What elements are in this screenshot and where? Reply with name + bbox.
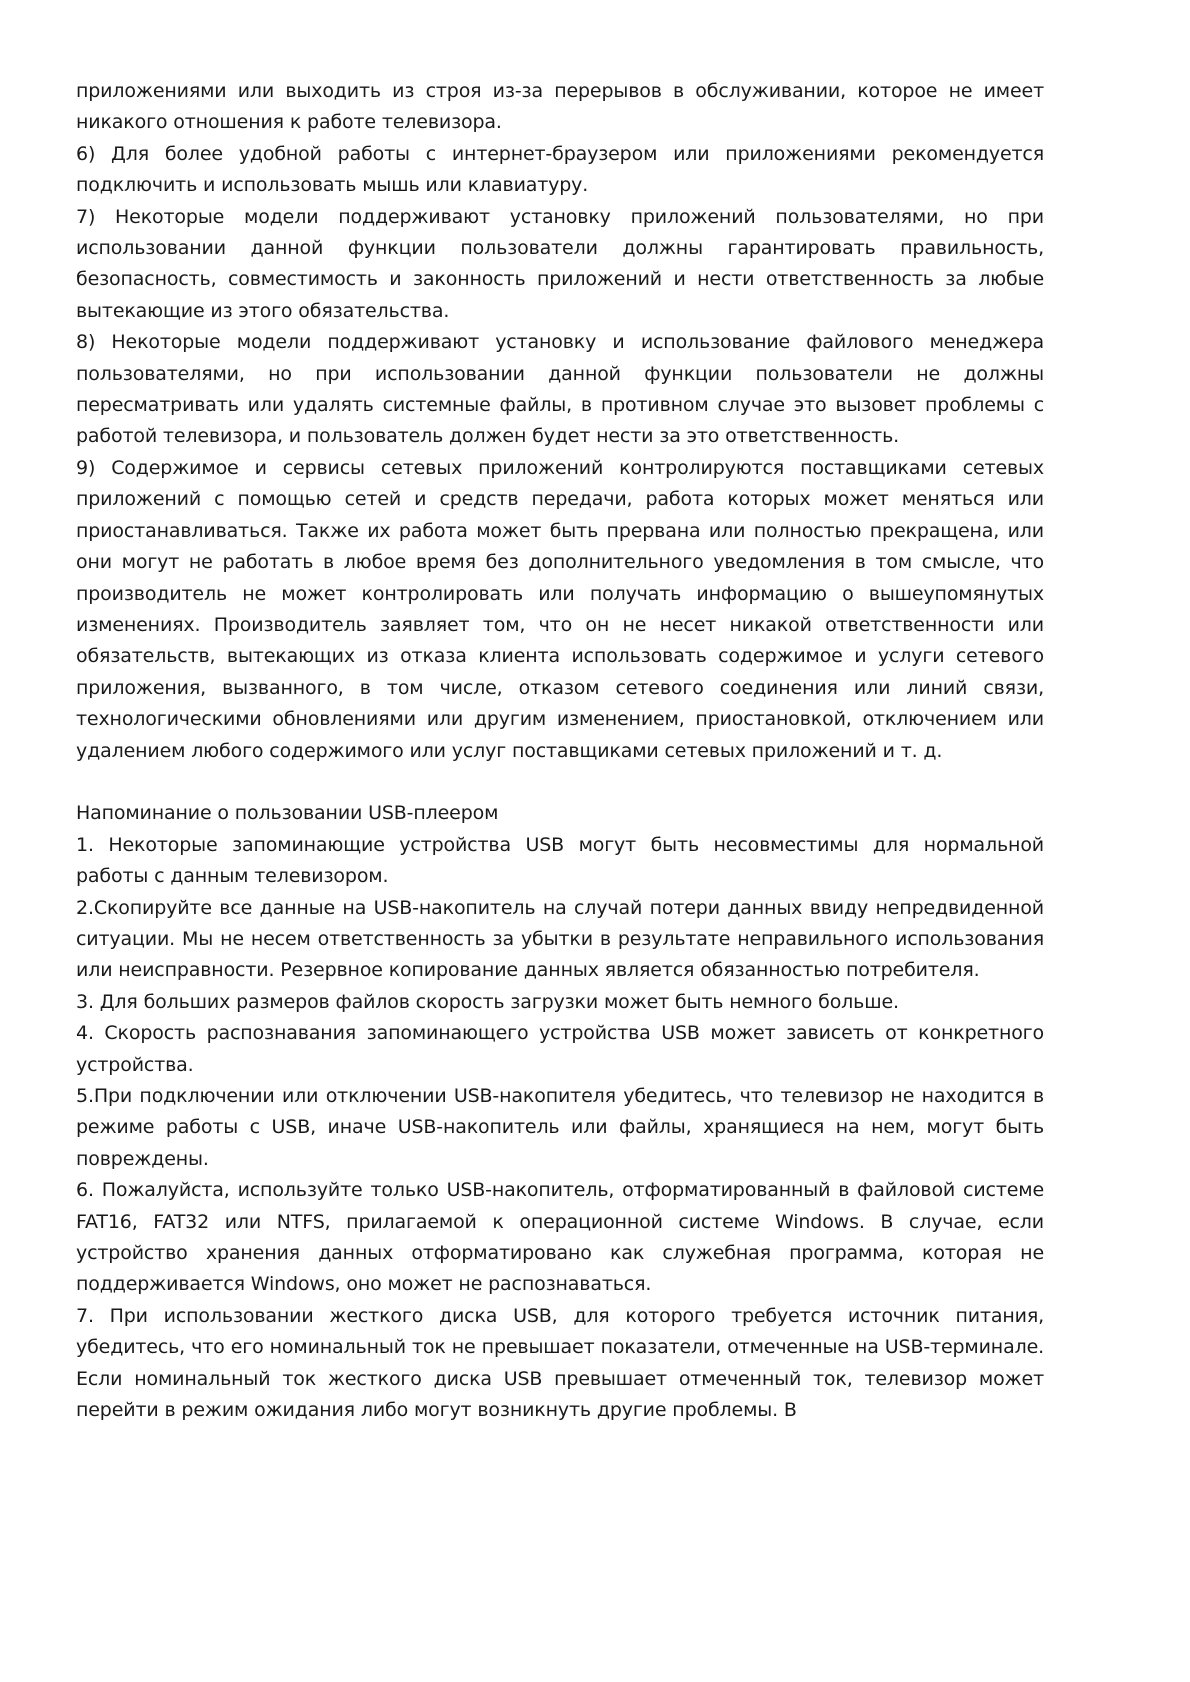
paragraph-continuation: приложениями или выходить из строя из-за перерывов в обслуживании, которое не имеет никакого отношения к работе телевизора.	[76, 80, 1044, 134]
usb-item-1: 1. Некоторые запоминающие устройства USB могут быть несовместимы для нормальной работы с данным телевизором.	[76, 833, 1044, 888]
document-body	[76, 76, 1044, 1426]
section-spacer	[76, 767, 1044, 798]
usb-item-5: 5.При подключении или отключении USB-накопителя убедитесь, что телевизор не находится в режиме работы с USB, иначе USB-накопитель или файлы, хранящиеся на нем, могут быть повреждены.	[76, 1084, 1044, 1170]
usb-item-3: 3. Для больших размеров файлов скорость загрузки может быть немного больше.	[76, 990, 899, 1013]
section-heading-usb: Напоминание о пользовании USB-плеером	[76, 802, 499, 825]
usb-item-7: 7. При использовании жесткого диска USB, для которого требуется источник питания, убедитесь, что его номинальный ток не превышает показатели, отмеченные на USB-терминале. Если номинальный ток жесткого диска USB превышает отмеченный ток, телевизор может перейти в режим ожидания либо могут возникнуть другие проблемы. В	[76, 1304, 1044, 1422]
paragraph-item-8: 8) Некоторые модели поддерживают установку и использование файлового менеджера пользователями, но при использовании данной функции пользователи не должны пересматривать или удалять системные файлы, в противном случае это вызовет проблемы с работой телевизора, и пользователь должен будет нести за это ответственность.	[76, 331, 1044, 448]
usb-item-4: 4. Скорость распознавания запоминающего устройства USB может зависеть от конкретного устройства.	[76, 1022, 1044, 1076]
paragraph-item-6: 6) Для более удобной работы с интернет-браузером или приложениями рекомендуется подключить и использовать мышь или клавиатуру.	[76, 142, 1044, 197]
paragraph-item-9: 9) Содержимое и сервисы сетевых приложений контролируются поставщиками сетевых приложений с помощью сетей и средств передачи, работа которых может меняться или приостанавливаться. Также их работа может быть прервана или полностью прекращена, или они могут не работать в любое время без дополнительного уведомления в том смысле, что производитель не может контролировать или получать информацию о вышеупомянутых изменениях. Производитель заявляет том, что он не несет никакой ответственности или обязательств, вытекающих из отказа клиента использовать содержимое и услуги сетевого приложения, вызванного, в том числе, отказом сетевого соединения или линий связи, технологическими обновлениями или другим изменением, приостановкой, отключением или удалением любого содержимого или услуг поставщиками сетевых приложений и т. д.	[76, 456, 1044, 762]
paragraph-item-7: 7) Некоторые модели поддерживают установку приложений пользователями, но при использовании данной функции пользователи должны гарантировать правильность, безопасность, совместимость и законность приложений и нести ответственность за любые вытекающие из этого обязательства.	[76, 205, 1044, 322]
usb-item-6: 6. Пожалуйста, используйте только USB-накопитель, отформатированный в файловой системе FAT16, FAT32 или NTFS, прилагаемой к операционной системе Windows. В случае, если устройство хранения данных отформатировано как служебная программа, которая не поддерживается Windows, оно может не распознаваться.	[76, 1179, 1044, 1296]
usb-item-2: 2.Скопируйте все данные на USB-накопитель на случай потери данных ввиду непредвиденной ситуации. Мы не несем ответственность за убытки в результате неправильного использования или неисправности. Резервное копирование данных является обязанностью потребителя.	[76, 896, 1044, 982]
